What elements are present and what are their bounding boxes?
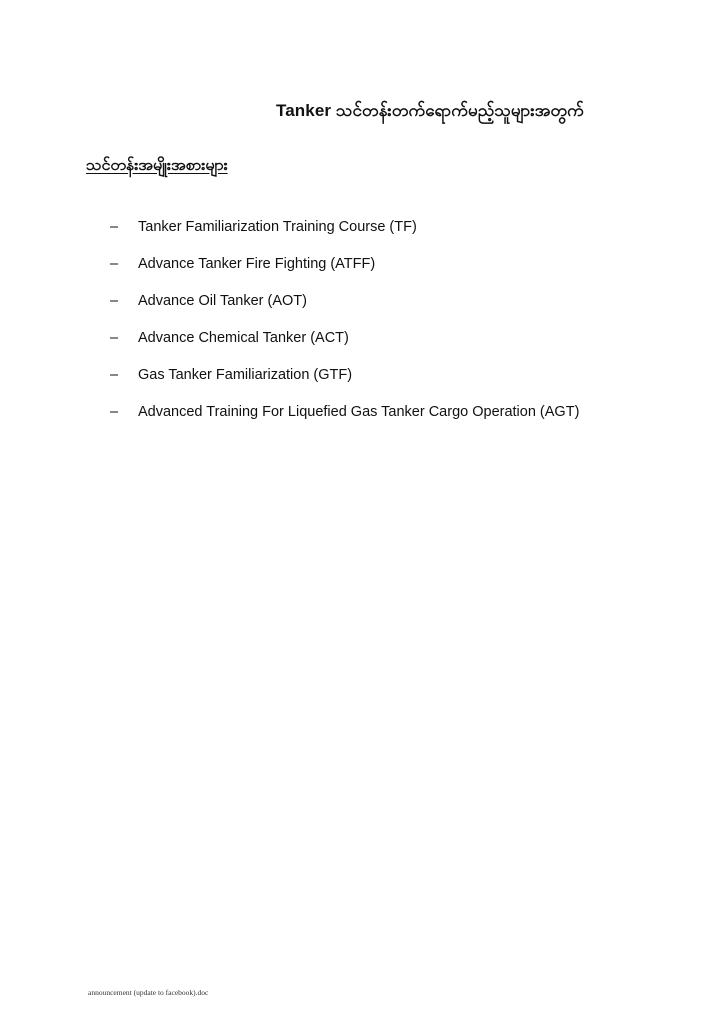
- list-item: [110, 393, 579, 430]
- course-label: Tanker Familiarization Training Course (TF): [138, 218, 417, 235]
- list-dash: –: [110, 292, 119, 309]
- course-label: Advanced Training For Liquefied Gas Tanker Cargo Operation (AGT): [138, 403, 580, 420]
- list-item: [110, 319, 579, 356]
- list-dash: –: [110, 255, 119, 272]
- course-label: Advance Tanker Fire Fighting (ATFF): [138, 255, 376, 272]
- footer-filename: announcement (update to facebook).doc: [88, 988, 209, 997]
- list-dash: –: [110, 329, 119, 346]
- list-item: [110, 245, 579, 282]
- list-item: [110, 282, 579, 319]
- course-label: Advance Chemical Tanker (ACT): [138, 329, 349, 346]
- list-dash: –: [110, 218, 119, 235]
- section-heading-course-types: သင်တန်းအမျိုးအစားများ: [86, 157, 228, 174]
- document-title: Tanker သင်တန်းတက်ရောက်မည့်သူများအတွက်: [276, 101, 584, 120]
- course-label: Advance Oil Tanker (AOT): [138, 292, 307, 309]
- list-dash: –: [110, 403, 119, 420]
- list-item: [110, 208, 579, 245]
- course-label: Gas Tanker Familiarization (GTF): [138, 366, 353, 383]
- course-list: [110, 208, 579, 430]
- list-item: [110, 356, 579, 393]
- list-dash: –: [110, 366, 119, 383]
